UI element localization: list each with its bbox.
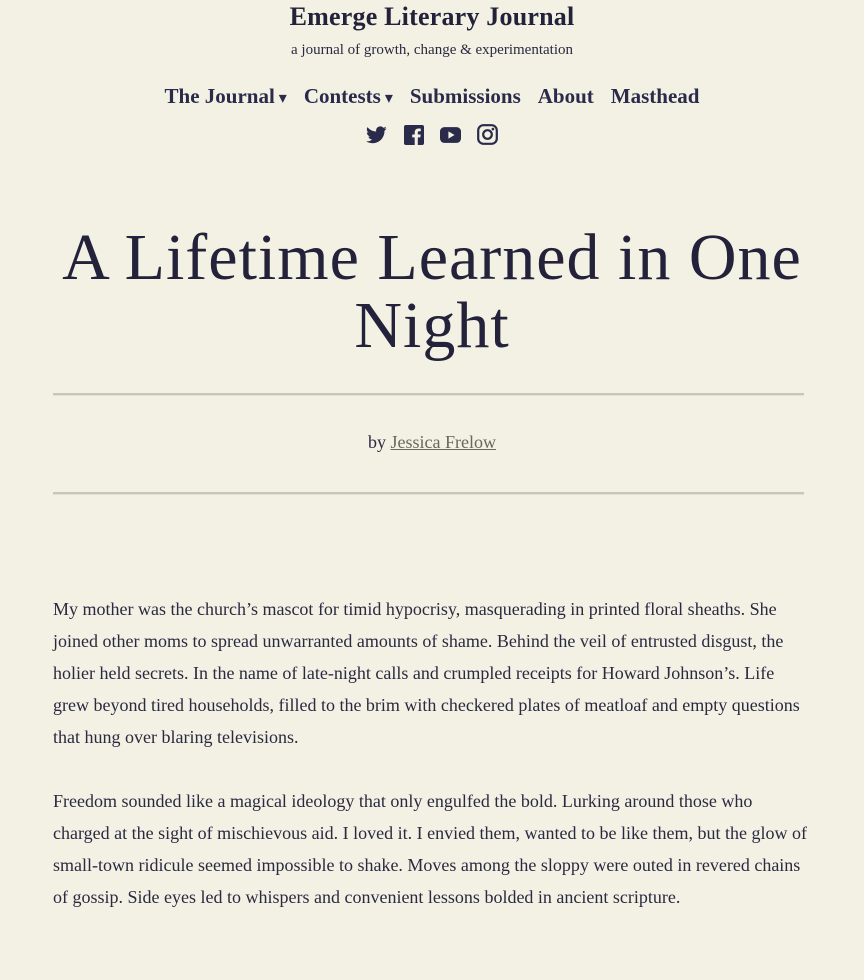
author-link[interactable]: Jessica Frelow	[390, 432, 496, 452]
article-paragraph: Freedom sounded like a magical ideology that only engulfed the bold. Lurking around those who charged at the sight of mischievous aid. I loved it. I envied them, wanted to be like them, but the glow of small-town ridicule seemed impossible to shake. Moves among the sloppy were outed in revered chains of gossip. Side eyes led to whispers and convenient lessons bolded in ancient scripture.	[53, 791, 807, 907]
nav-item-label: Masthead	[610, 84, 700, 108]
chevron-down-icon: ▾	[384, 90, 393, 107]
byline-label: by	[368, 432, 386, 452]
site-title[interactable]: Emerge Literary Journal	[289, 2, 575, 31]
nav-item-about[interactable]	[538, 84, 594, 109]
divider	[53, 492, 804, 495]
nav-item-label: Submissions	[409, 84, 521, 108]
chevron-down-icon: ▾	[278, 90, 287, 107]
nav-item-masthead[interactable]	[611, 84, 700, 109]
youtube-icon[interactable]	[440, 124, 461, 145]
divider	[53, 393, 804, 396]
nav-item-contests[interactable]	[304, 84, 393, 109]
nav-item-the-journal[interactable]	[165, 84, 287, 109]
twitter-icon[interactable]	[366, 124, 387, 145]
main-nav	[0, 84, 864, 109]
post-title: A Lifetime Learned in One Night	[62, 221, 802, 362]
nav-item-submissions[interactable]	[410, 84, 521, 109]
site-tagline: a journal of growth, change & experimentation	[291, 42, 573, 58]
instagram-icon[interactable]	[477, 124, 498, 145]
social-links	[0, 124, 864, 145]
nav-item-label: About	[537, 84, 594, 108]
byline	[0, 432, 864, 453]
nav-item-label: The Journal	[164, 84, 275, 108]
article-paragraph: My mother was the church’s mascot for timid hypocrisy, masquerading in printed floral sheaths. She joined other moms to spread unwarranted amounts of shame. Behind the veil of entrusted disgust, the holier held secrets. In the name of late-night calls and crumpled receipts for Howard Johnson’s. Life grew beyond tired households, filled to the brim with checkered plates of meatloaf and empty questions that hung over blaring televisions.	[53, 599, 800, 747]
nav-item-label: Contests	[303, 84, 381, 108]
article-body	[53, 593, 813, 945]
facebook-icon[interactable]	[403, 124, 424, 145]
